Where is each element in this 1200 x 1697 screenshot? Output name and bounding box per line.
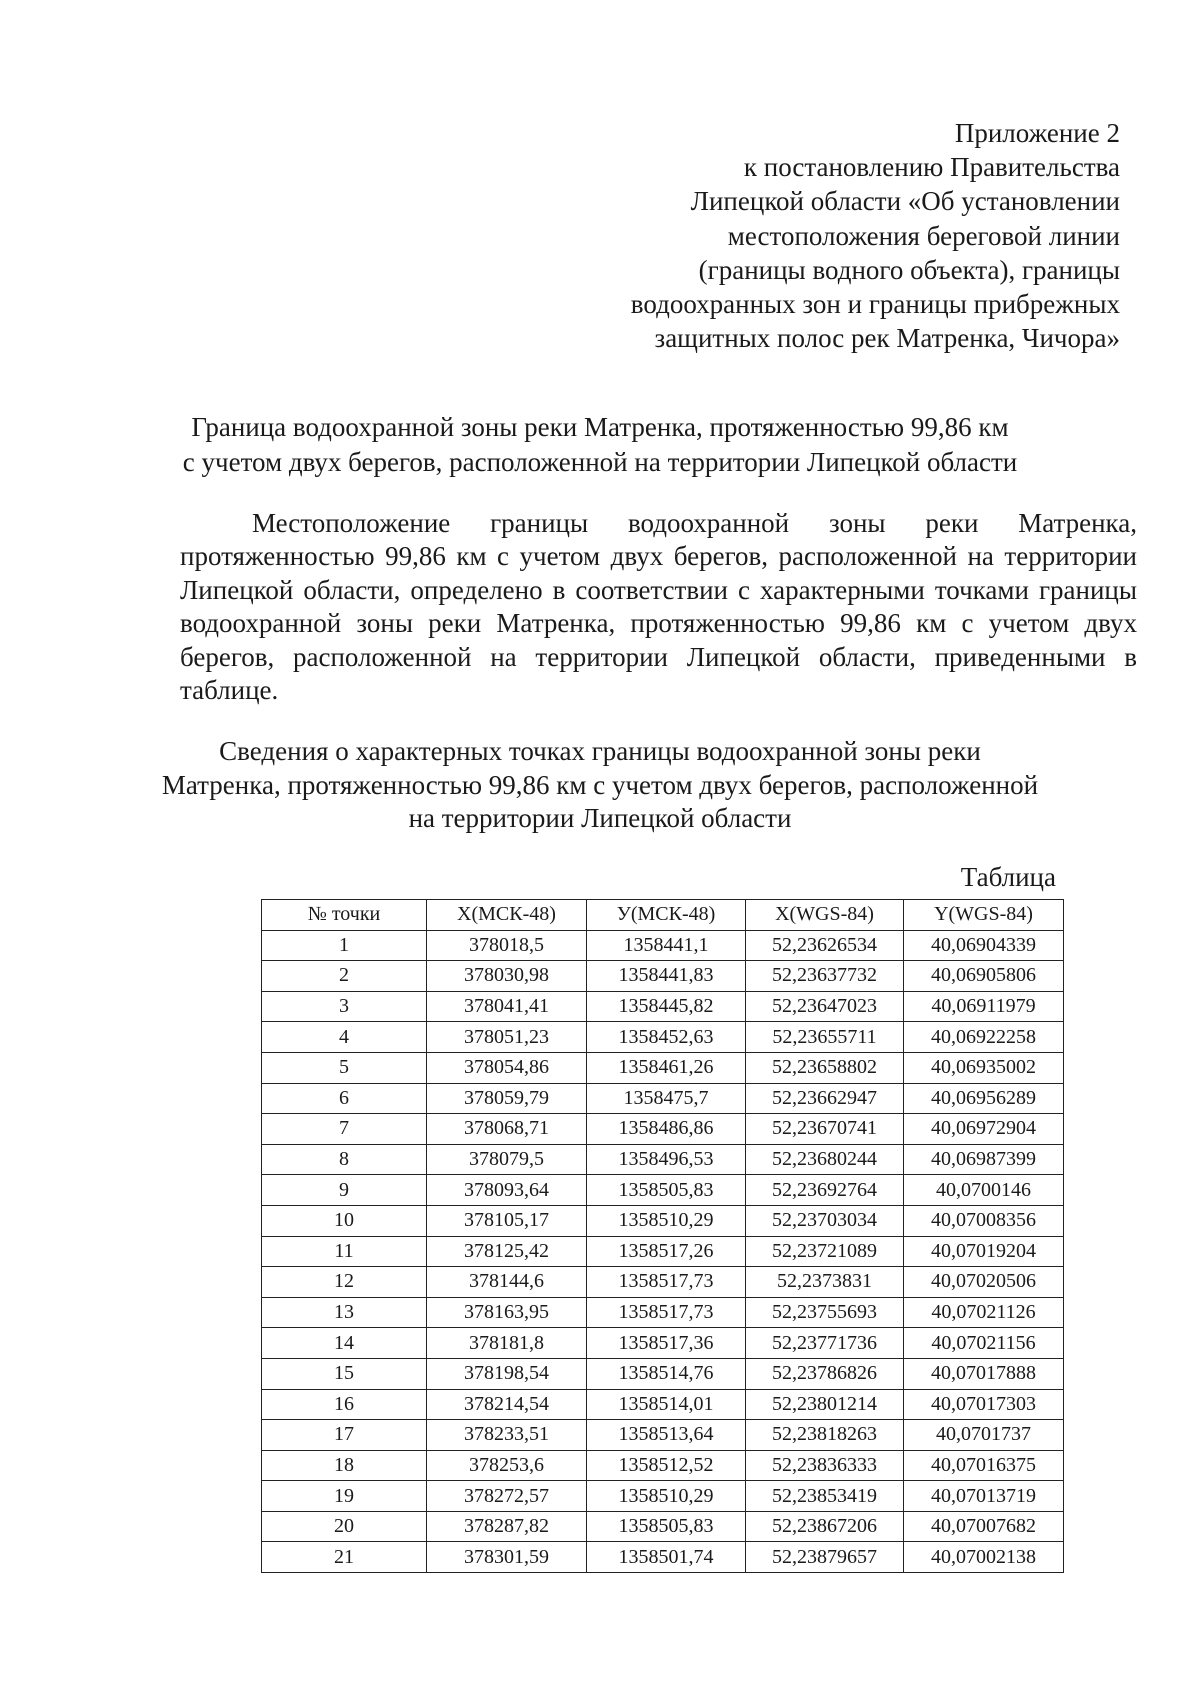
- cell-x-wgs84: 52,23755693: [746, 1297, 904, 1328]
- cell-point-number: 21: [262, 1542, 427, 1573]
- cell-x-msk48: 378059,79: [427, 1083, 587, 1114]
- header-point-number: № точки: [262, 900, 427, 931]
- cell-y-msk48: 1358517,73: [587, 1297, 746, 1328]
- table-header-row: [262, 900, 1064, 931]
- cell-y-msk48: 1358441,83: [587, 961, 746, 992]
- cell-y-msk48: 1358505,83: [587, 1511, 746, 1542]
- appendix-line: к постановлению Правительства: [743, 152, 1120, 183]
- cell-x-wgs84: 52,23637732: [746, 961, 904, 992]
- cell-x-msk48: 378163,95: [427, 1297, 587, 1328]
- cell-y-msk48: 1358510,29: [587, 1481, 746, 1512]
- cell-y-wgs84: 40,07008356: [904, 1205, 1064, 1236]
- appendix-line: местоположения береговой линии: [727, 220, 1120, 251]
- table-row: [262, 1236, 1064, 1267]
- cell-y-wgs84: 40,06904339: [904, 930, 1064, 961]
- cell-point-number: 8: [262, 1144, 427, 1175]
- cell-x-wgs84: 52,23801214: [746, 1389, 904, 1420]
- table-row: [262, 1175, 1064, 1206]
- cell-y-wgs84: 40,07017303: [904, 1389, 1064, 1420]
- cell-y-msk48: 1358514,01: [587, 1389, 746, 1420]
- table-row: [262, 1511, 1064, 1542]
- cell-x-wgs84: 52,23680244: [746, 1144, 904, 1175]
- cell-point-number: 12: [262, 1267, 427, 1298]
- cell-x-wgs84: 52,23692764: [746, 1175, 904, 1206]
- cell-point-number: 16: [262, 1389, 427, 1420]
- heading-line: с учетом двух берегов, расположенной на территории Липецкой области: [182, 447, 1018, 477]
- cell-x-msk48: 378093,64: [427, 1175, 587, 1206]
- coordinates-table: [261, 899, 1064, 1573]
- cell-point-number: 11: [262, 1236, 427, 1267]
- cell-x-wgs84: 52,23818263: [746, 1420, 904, 1451]
- cell-y-wgs84: 40,07007682: [904, 1511, 1064, 1542]
- cell-y-wgs84: 40,06935002: [904, 1052, 1064, 1083]
- cell-y-wgs84: 40,06972904: [904, 1114, 1064, 1145]
- appendix-line: (границы водного объекта), границы: [698, 254, 1120, 285]
- table-row: [262, 1144, 1064, 1175]
- cell-y-wgs84: 40,07021156: [904, 1328, 1064, 1359]
- table-row: [262, 1052, 1064, 1083]
- cell-y-wgs84: 40,07019204: [904, 1236, 1064, 1267]
- cell-x-wgs84: 52,23836333: [746, 1450, 904, 1481]
- cell-x-msk48: 378198,54: [427, 1358, 587, 1389]
- cell-x-msk48: 378125,42: [427, 1236, 587, 1267]
- cell-x-msk48: 378144,6: [427, 1267, 587, 1298]
- cell-point-number: 1: [262, 930, 427, 961]
- cell-point-number: 15: [262, 1358, 427, 1389]
- cell-y-msk48: 1358452,63: [587, 1022, 746, 1053]
- cell-x-wgs84: 52,23721089: [746, 1236, 904, 1267]
- paragraph-line: Местоположение границы водоохранной зоны реки Матренка,: [252, 508, 1137, 538]
- cell-y-wgs84: 40,06905806: [904, 961, 1064, 992]
- table-title-line: Сведения о характерных точках границы водоохранной зоны реки: [219, 736, 981, 766]
- table-row: [262, 1542, 1064, 1573]
- paragraph-line: протяженностью 99,86 км с учетом двух берегов, расположенной на территории: [180, 541, 1137, 572]
- cell-x-wgs84: 52,23655711: [746, 1022, 904, 1053]
- table-row: [262, 1022, 1064, 1053]
- header-x-msk48: X(МСК-48): [427, 900, 587, 931]
- cell-y-wgs84: 40,06911979: [904, 991, 1064, 1022]
- cell-point-number: 14: [262, 1328, 427, 1359]
- appendix-line: водоохранных зон и границы прибрежных: [630, 289, 1120, 320]
- cell-point-number: 3: [262, 991, 427, 1022]
- cell-x-msk48: 378233,51: [427, 1420, 587, 1451]
- cell-point-number: 9: [262, 1175, 427, 1206]
- cell-y-msk48: 1358486,86: [587, 1114, 746, 1145]
- cell-y-msk48: 1358517,26: [587, 1236, 746, 1267]
- cell-y-msk48: 1358517,73: [587, 1267, 746, 1298]
- table-row: [262, 1328, 1064, 1359]
- description-paragraph: [180, 507, 1137, 707]
- cell-x-msk48: 378181,8: [427, 1328, 587, 1359]
- cell-point-number: 7: [262, 1114, 427, 1145]
- paragraph-line: берегов, расположенной на территории Липецкой области, приведенными в: [180, 641, 1137, 672]
- cell-x-msk48: 378041,41: [427, 991, 587, 1022]
- cell-x-wgs84: 52,23662947: [746, 1083, 904, 1114]
- cell-x-msk48: 378301,59: [427, 1542, 587, 1573]
- cell-y-wgs84: 40,07021126: [904, 1297, 1064, 1328]
- table-row: [262, 1420, 1064, 1451]
- cell-y-wgs84: 40,07020506: [904, 1267, 1064, 1298]
- cell-x-wgs84: 52,23853419: [746, 1481, 904, 1512]
- appendix-line: Липецкой области «Об установлении: [690, 186, 1120, 217]
- cell-y-msk48: 1358501,74: [587, 1542, 746, 1573]
- cell-x-wgs84: 52,23626534: [746, 930, 904, 961]
- cell-y-wgs84: 40,0700146: [904, 1175, 1064, 1206]
- cell-y-wgs84: 40,07016375: [904, 1450, 1064, 1481]
- cell-x-wgs84: 52,23658802: [746, 1052, 904, 1083]
- cell-point-number: 6: [262, 1083, 427, 1114]
- table-row: [262, 1481, 1064, 1512]
- cell-y-msk48: 1358461,26: [587, 1052, 746, 1083]
- paragraph-line: Липецкой области, определено в соответствии с характерными точками границы: [180, 574, 1137, 605]
- table-body: [262, 930, 1064, 1572]
- heading-line: Граница водоохранной зоны реки Матренка, протяженностью 99,86 км: [191, 412, 1009, 442]
- header-y-msk48: У(МСК-48): [587, 900, 746, 931]
- cell-point-number: 2: [262, 961, 427, 992]
- cell-x-wgs84: 52,23879657: [746, 1542, 904, 1573]
- appendix-line: защитных полос рек Матренка, Чичора»: [654, 323, 1120, 354]
- cell-x-msk48: 378068,71: [427, 1114, 587, 1145]
- table-row: [262, 1450, 1064, 1481]
- table-row: [262, 1267, 1064, 1298]
- cell-x-wgs84: 52,23647023: [746, 991, 904, 1022]
- cell-y-msk48: 1358510,29: [587, 1205, 746, 1236]
- cell-y-msk48: 1358496,53: [587, 1144, 746, 1175]
- cell-point-number: 4: [262, 1022, 427, 1053]
- cell-x-msk48: 378054,86: [427, 1052, 587, 1083]
- table-row: [262, 1205, 1064, 1236]
- table-title: [0, 735, 1200, 836]
- cell-point-number: 17: [262, 1420, 427, 1451]
- cell-point-number: 10: [262, 1205, 427, 1236]
- table-row: [262, 1297, 1064, 1328]
- table-row: [262, 1358, 1064, 1389]
- header-x-wgs84: X(WGS-84): [746, 900, 904, 931]
- cell-y-wgs84: 40,06956289: [904, 1083, 1064, 1114]
- cell-x-wgs84: 52,23786826: [746, 1358, 904, 1389]
- cell-y-wgs84: 40,0701737: [904, 1420, 1064, 1451]
- table-row: [262, 1083, 1064, 1114]
- cell-y-wgs84: 40,06922258: [904, 1022, 1064, 1053]
- cell-x-msk48: 378105,17: [427, 1205, 587, 1236]
- table-row: [262, 1114, 1064, 1145]
- cell-x-wgs84: 52,23867206: [746, 1511, 904, 1542]
- cell-x-wgs84: 52,23771736: [746, 1328, 904, 1359]
- cell-y-msk48: 1358475,7: [587, 1083, 746, 1114]
- cell-y-msk48: 1358514,76: [587, 1358, 746, 1389]
- table-row: [262, 991, 1064, 1022]
- appendix-block: [631, 116, 1120, 355]
- header-y-wgs84: Y(WGS-84): [904, 900, 1064, 931]
- cell-y-msk48: 1358445,82: [587, 991, 746, 1022]
- table-row: [262, 1389, 1064, 1420]
- cell-y-wgs84: 40,07002138: [904, 1542, 1064, 1573]
- cell-x-msk48: 378030,98: [427, 961, 587, 992]
- cell-x-wgs84: 52,23670741: [746, 1114, 904, 1145]
- cell-x-wgs84: 52,2373831: [746, 1267, 904, 1298]
- cell-x-msk48: 378018,5: [427, 930, 587, 961]
- table-row: [262, 961, 1064, 992]
- cell-x-wgs84: 52,23703034: [746, 1205, 904, 1236]
- paragraph-line: таблице.: [180, 675, 279, 706]
- cell-y-msk48: 1358512,52: [587, 1450, 746, 1481]
- cell-point-number: 18: [262, 1450, 427, 1481]
- table-caption: Таблица: [960, 862, 1056, 892]
- cell-x-msk48: 378214,54: [427, 1389, 587, 1420]
- paragraph-line: водоохранной зоны реки Матренка, протяженностью 99,86 км с учетом двух: [180, 608, 1137, 639]
- document-heading: [0, 410, 1200, 480]
- cell-x-msk48: 378051,23: [427, 1022, 587, 1053]
- table-title-line: Матренка, протяженностью 99,86 км с учетом двух берегов, расположенной: [161, 769, 1039, 800]
- cell-y-msk48: 1358517,36: [587, 1328, 746, 1359]
- cell-y-wgs84: 40,06987399: [904, 1144, 1064, 1175]
- table-title-line: на территории Липецкой области: [408, 803, 792, 833]
- cell-point-number: 5: [262, 1052, 427, 1083]
- cell-x-msk48: 378253,6: [427, 1450, 587, 1481]
- cell-y-wgs84: 40,07017888: [904, 1358, 1064, 1389]
- cell-point-number: 20: [262, 1511, 427, 1542]
- cell-point-number: 19: [262, 1481, 427, 1512]
- cell-x-msk48: 378287,82: [427, 1511, 587, 1542]
- appendix-line: Приложение 2: [954, 118, 1120, 148]
- cell-y-msk48: 1358505,83: [587, 1175, 746, 1206]
- cell-y-msk48: 1358513,64: [587, 1420, 746, 1451]
- table-row: [262, 930, 1064, 961]
- cell-y-msk48: 1358441,1: [587, 930, 746, 961]
- cell-x-msk48: 378272,57: [427, 1481, 587, 1512]
- cell-point-number: 13: [262, 1297, 427, 1328]
- cell-y-wgs84: 40,07013719: [904, 1481, 1064, 1512]
- cell-x-msk48: 378079,5: [427, 1144, 587, 1175]
